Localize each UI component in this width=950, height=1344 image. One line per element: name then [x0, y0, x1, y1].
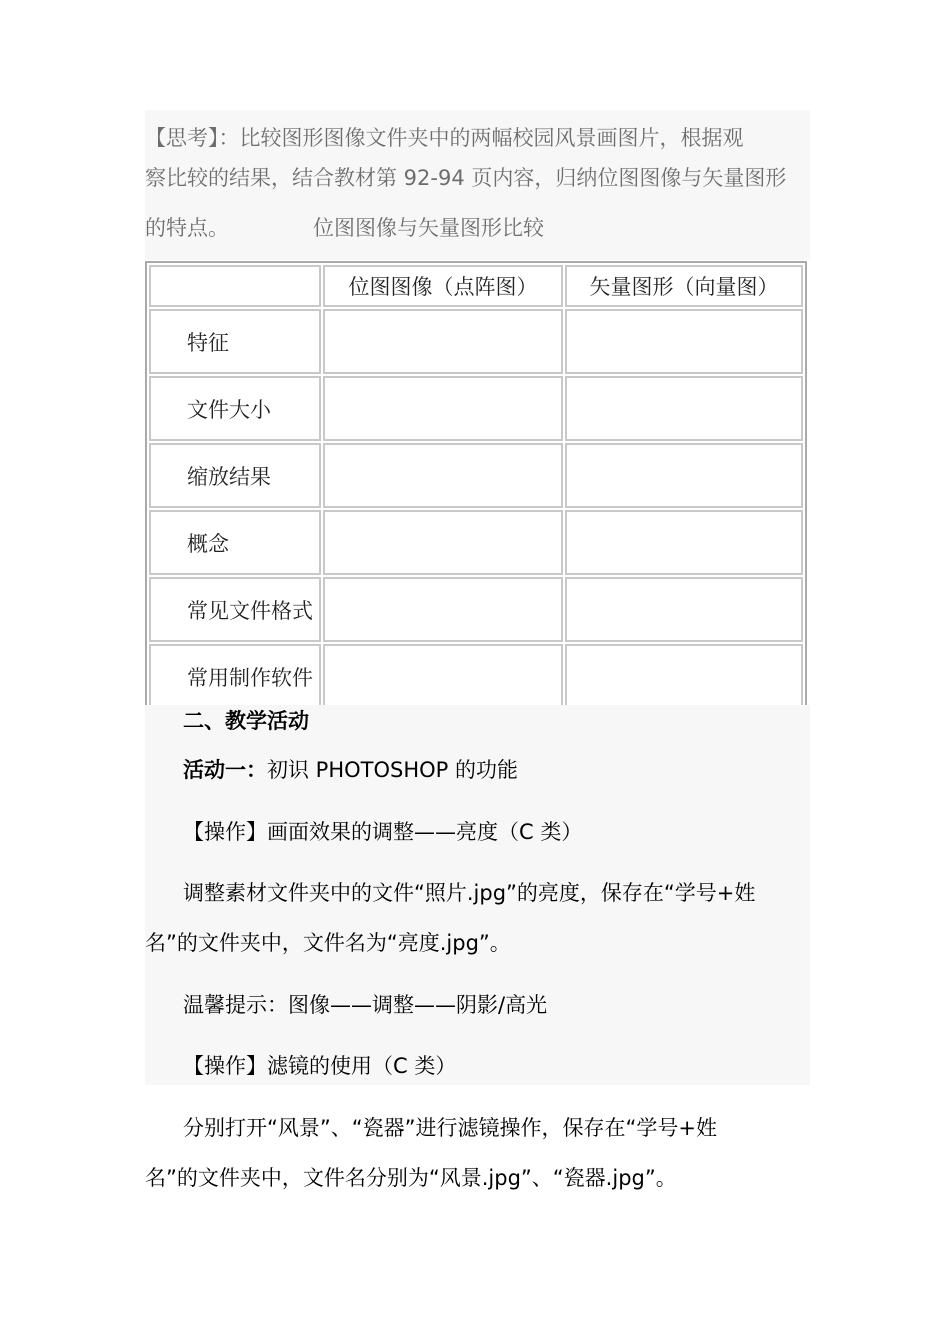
table-row	[149, 376, 803, 441]
table-cell	[565, 376, 803, 441]
table-header-cell: 位图图像（点阵图）	[323, 265, 563, 307]
table-cell	[323, 376, 563, 441]
operation-2-line-1: 分别打开“风景”、“瓷器”进行滤镜操作，保存在“学号+姓	[183, 1116, 717, 1140]
activity-1-line	[145, 754, 848, 784]
table-cell	[323, 443, 563, 508]
row-label: 概念	[149, 510, 321, 575]
table-cell	[565, 309, 803, 374]
table-cell	[323, 644, 563, 709]
table-row	[149, 510, 803, 575]
table-row	[149, 443, 803, 508]
think-block	[145, 110, 810, 260]
table-cell	[565, 577, 803, 642]
row-label: 常用制作软件	[149, 644, 321, 709]
activity-1-label: 活动一：	[183, 758, 267, 782]
operation-1-line-2: 名”的文件夹中，文件名为“亮度.jpg”。	[145, 931, 511, 955]
tip-line: 温馨提示：图像——调整——阴影/高光	[183, 993, 548, 1017]
think-line-1: 【思考】：比较图形图像文件夹中的两幅校园风景画图片，根据观	[145, 126, 744, 150]
table-row	[149, 644, 803, 709]
activity-1-title: 初识 PHOTOSHOP 的功能	[267, 758, 519, 782]
table-row	[149, 309, 803, 374]
table-cell	[565, 644, 803, 709]
row-label: 特征	[149, 309, 321, 374]
row-label: 文件大小	[149, 376, 321, 441]
comparison-table	[145, 261, 807, 713]
table-header-cell: 矢量图形（向量图）	[565, 265, 803, 307]
operation-2-title: 【操作】滤镜的使用（C 类）	[183, 1054, 457, 1078]
operation-1-title: 【操作】画面效果的调整——亮度（C 类）	[183, 820, 583, 844]
row-label: 常见文件格式	[149, 577, 321, 642]
think-line-3: 的特点。	[145, 216, 229, 240]
table-caption: 位图图像与矢量图形比较	[313, 216, 544, 240]
table-header-cell	[149, 265, 321, 307]
table-cell	[565, 510, 803, 575]
table-header-row	[149, 265, 803, 307]
table-row	[149, 577, 803, 642]
table-cell	[565, 443, 803, 508]
operation-2-line-2: 名”的文件夹中，文件名分别为“风景.jpg”、“瓷器.jpg”。	[145, 1166, 677, 1190]
table-cell	[323, 309, 563, 374]
section-heading: 二、教学活动	[183, 709, 309, 733]
operation-1-line-1: 调整素材文件夹中的文件“照片.jpg”的亮度，保存在“学号+姓	[183, 881, 756, 905]
table-cell	[323, 577, 563, 642]
table-cell	[323, 510, 563, 575]
think-line-2: 察比较的结果，结合教材第 92-94 页内容，归纳位图图像与矢量图形	[145, 166, 787, 190]
row-label: 缩放结果	[149, 443, 321, 508]
